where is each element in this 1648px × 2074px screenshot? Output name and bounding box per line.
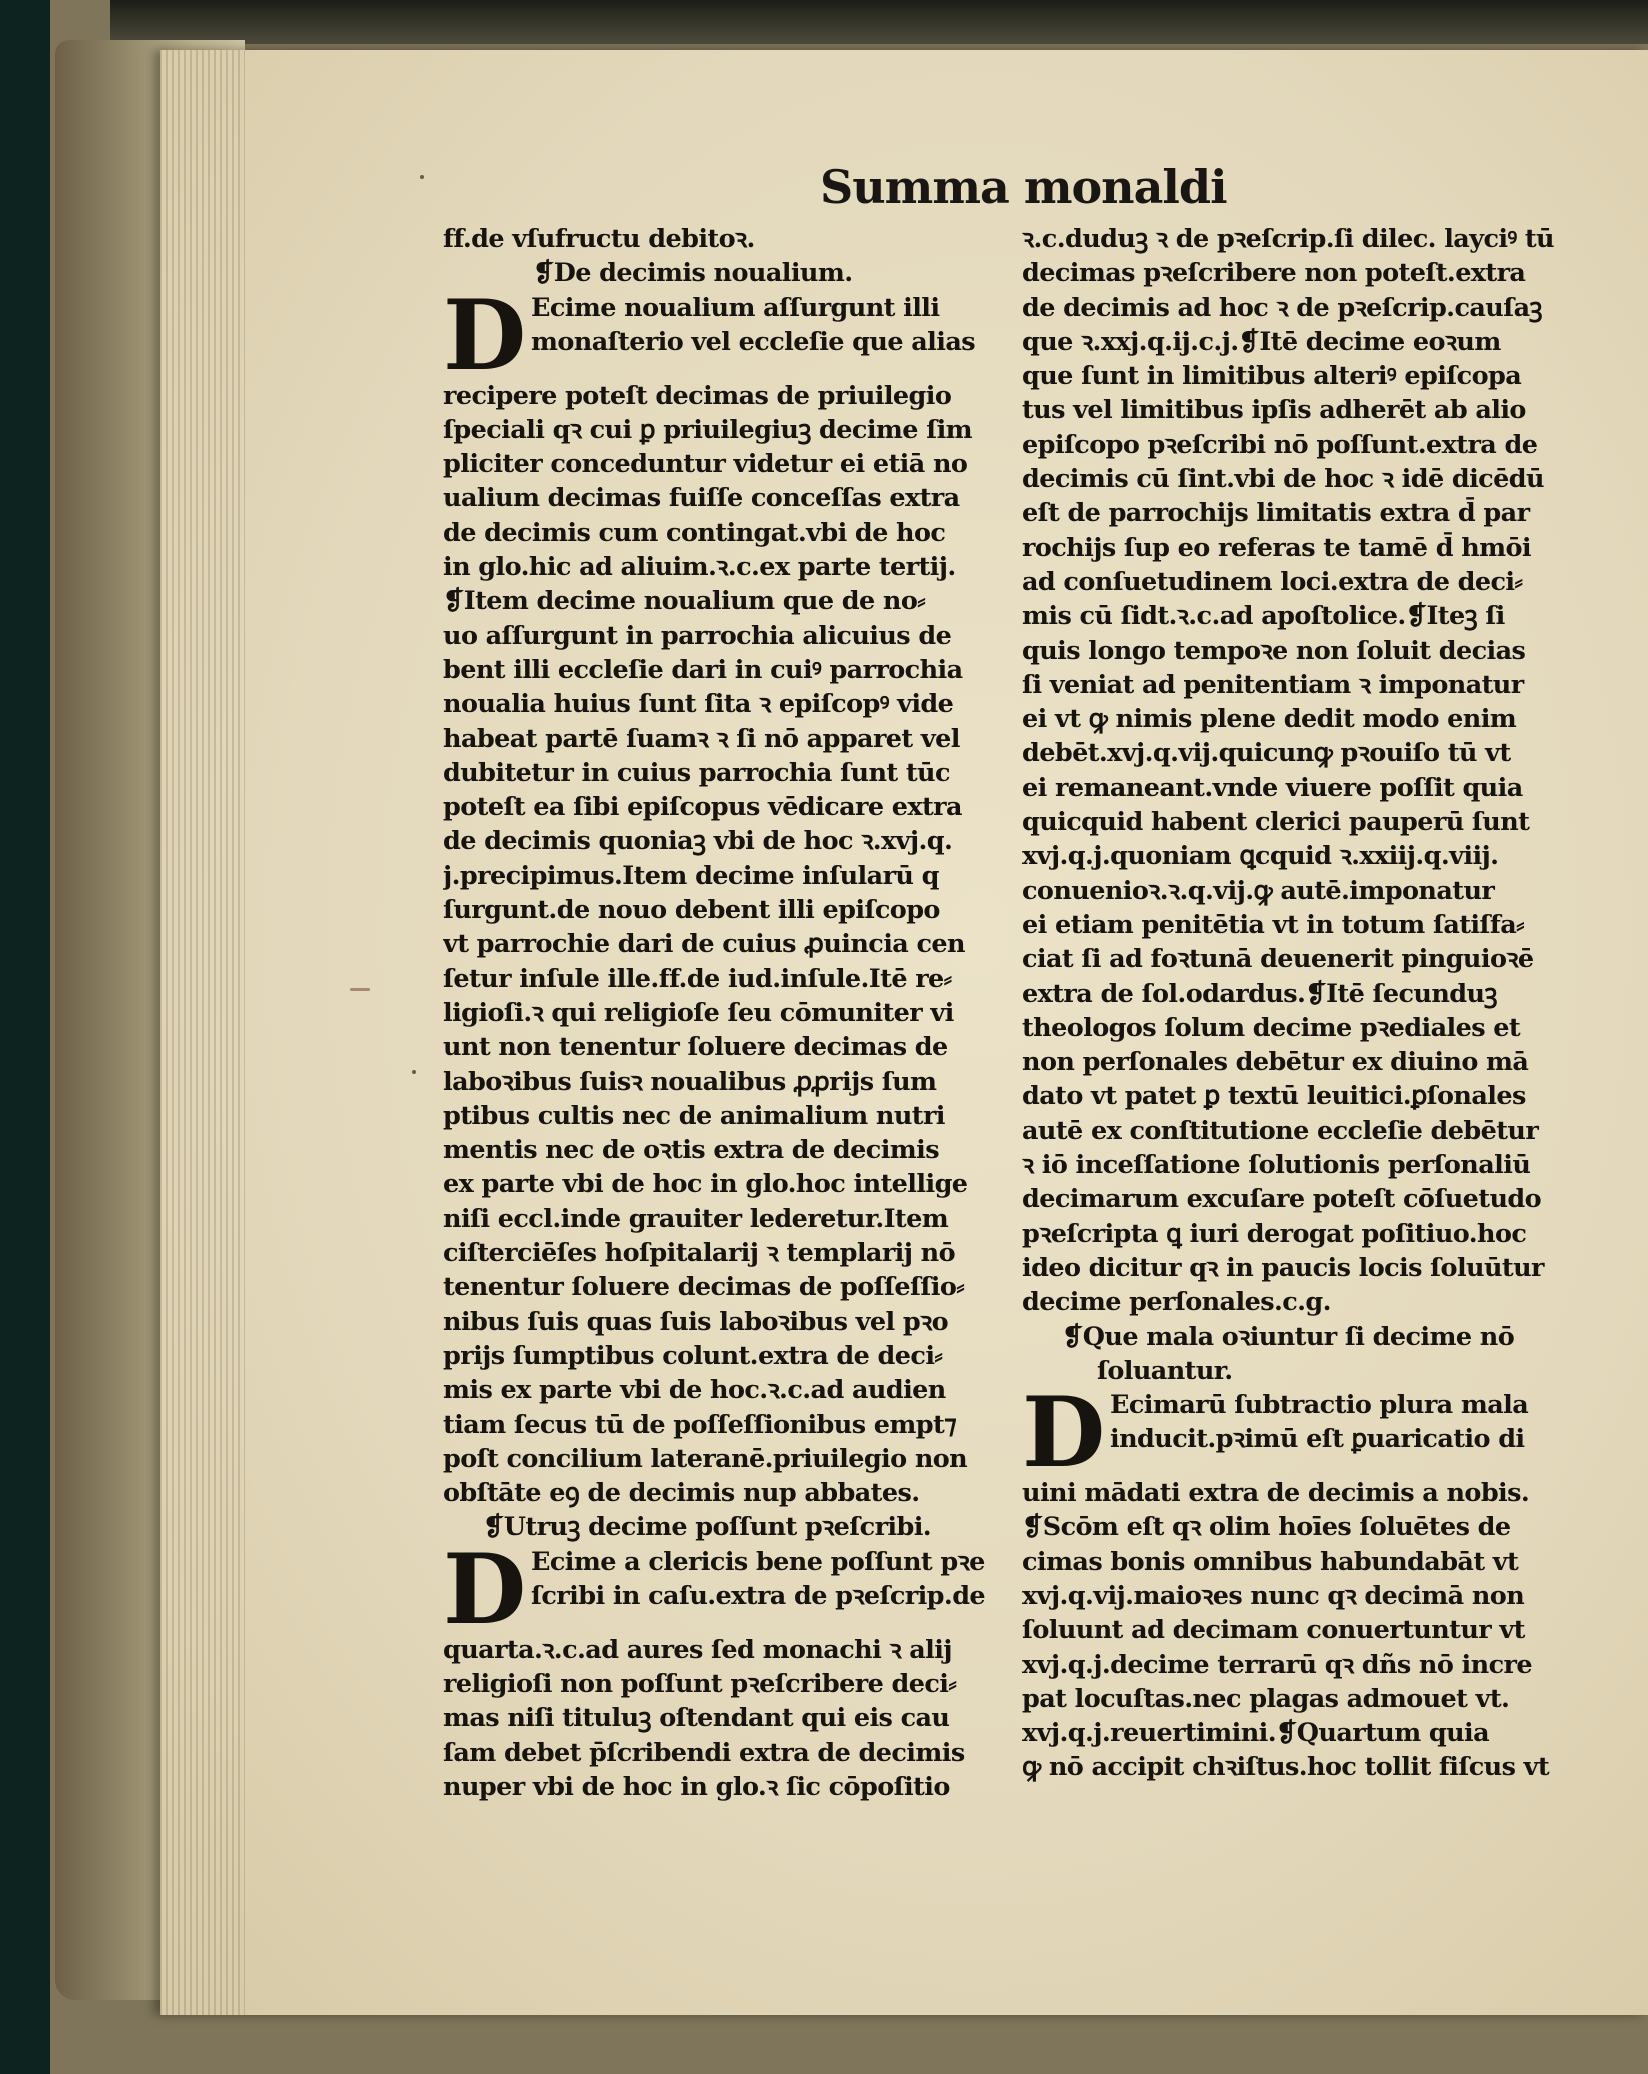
- text-line: ſpeciali qꝛ cui ꝑ priuilegiuꝫ decime ſim: [443, 414, 973, 445]
- text-line: autē ex conſtitutione eccleſie debētur: [1022, 1115, 1539, 1146]
- text-line: ex parte vbi de hoc in glo.hoc intellige: [443, 1169, 968, 1200]
- text-line: mis cū ſidt.ꝛ.c.ad apoſtolice.❡Iteꝫ ſi: [1022, 601, 1505, 632]
- text-line: theologos ſolum decime pꝛediales et: [1022, 1012, 1521, 1043]
- text-line: uo aſſurgunt in parrochia alicuius de: [443, 620, 952, 651]
- text-line: poteſt ea ſibi epiſcopus vēdicare extra: [443, 792, 962, 823]
- text-line: pliciter conceduntur videtur ei etiā no: [443, 449, 968, 480]
- text-line: de decimis quoniaꝫ vbi de hoc ꝛ.xvj.q.: [443, 826, 953, 857]
- text-line: ad conſuetudinem loci.extra de deci⸗: [1022, 566, 1523, 597]
- text-line: ❡Item decime noualium que de no⸗: [443, 586, 926, 617]
- text-line: quis longo tempoꝛe non ſoluit decias: [1022, 635, 1526, 666]
- text-line: decimis cū ſint.vbi de hoc ꝛ idē dicēdū: [1022, 464, 1544, 495]
- text-line: pꝛeſcripta ꝗ iuri derogat poſitiuo.hoc: [1022, 1218, 1527, 1249]
- text-line: tiam ſecus tū de poſſeſſionibus empt⁊: [443, 1409, 957, 1440]
- text-line: ff.de vſufructu debitoꝛ.: [443, 224, 755, 254]
- section-heading: ❡Utruꝫ decime poſſunt pꝛeſcribi.: [483, 1512, 932, 1543]
- text-line: eſt de parrochijs limitatis extra d̄ par: [1022, 498, 1530, 529]
- text-line: xvj.q.j.quoniam ꝗcquid ꝛ.xxiij.q.viij.: [1022, 841, 1499, 872]
- text-line: debēt.xvj.q.vij.quicunꝙ pꝛouiſo tū vt: [1022, 738, 1511, 769]
- text-line: conuenioꝛ.ꝛ.q.vij.ꝙ autē.imponatur: [1022, 875, 1495, 906]
- text-line: niſi eccl.inde grauiter lederetur.Item: [443, 1203, 949, 1234]
- text-line: ciſterciēſes hoſpitalarij ꝛ templarij nō: [443, 1238, 956, 1269]
- text-line: prijs ſumptibus colunt.extra de deci⸗: [443, 1340, 943, 1371]
- text-line: xvj.q.vij.maioꝛes nunc qꝛ decimā non: [1022, 1580, 1525, 1611]
- text-line: tus vel limitibus ipſis adherēt ab alio: [1022, 395, 1526, 426]
- text-line: cimas bonis omnibus habundabāt vt: [1022, 1546, 1519, 1577]
- text-line: in glo.hic ad aliuim.ꝛ.c.ex parte tertij.: [443, 552, 956, 583]
- left-column: [443, 222, 1013, 1804]
- text-line: decimarum excuſare poteſt cōſuetudo: [1022, 1184, 1542, 1215]
- text-line: ſi veniat ad penitentiam ꝛ imponatur: [1022, 669, 1524, 700]
- text-line: obſtāte eꝯ de decimis nup abbates.: [443, 1478, 920, 1509]
- text-line: de decimis ad hoc ꝛ de pꝛeſcrip.cauſaꝫ: [1022, 292, 1542, 323]
- section-heading: ❡Que mala oꝛiuntur ſi decime nō: [1062, 1321, 1515, 1352]
- text-line: ei vt ꝙ nimis plene dedit modo enim: [1022, 704, 1517, 735]
- text-line: religioſi non poſſunt pꝛeſcribere deci⸗: [443, 1668, 957, 1699]
- text-line: ualium decimas fuiſſe conceſſas extra: [443, 483, 960, 514]
- text-line: rochijs ſup eo referas te tamē d̄ hmōi: [1022, 532, 1532, 563]
- text-line: ei remaneant.vnde viuere poſſit quia: [1022, 772, 1523, 803]
- top-shadow: [110, 0, 1648, 44]
- text-line: Ecime noualium aſſurgunt illi: [531, 292, 940, 323]
- text-line: que ꝛ.xxj.q.ij.c.j.❡Itē decime eoꝛum: [1022, 326, 1501, 357]
- running-head: Summa monaldi: [820, 160, 1227, 214]
- text-line: ei etiam penitētia vt in totum ſatiſfa⸗: [1022, 909, 1525, 940]
- text-line: decime perſonales.c.g.: [1022, 1287, 1331, 1318]
- paper-stain: [350, 988, 370, 991]
- right-column: [1022, 222, 1592, 1785]
- text-line: ſcribi in caſu.extra de pꝛeſcrip.de: [531, 1580, 986, 1611]
- drop-cap: D: [443, 278, 526, 392]
- text-line: mas niſi tituluꝫ oſtendant qui eis cau: [443, 1703, 950, 1734]
- page-edge-lines: [160, 50, 245, 2015]
- text-line: ptibus cultis nec de animalium nutri: [443, 1100, 945, 1131]
- text-line: ſetur inſule ille.ff.de iud.inſule.Itē re⸗: [443, 963, 952, 994]
- text-line: ❡Scōm eſt qꝛ olim hoīes ſoluētes de: [1022, 1512, 1511, 1543]
- text-line: ꝙ nō accipit chꝛiſtus.hoc tollit fiſcus vt: [1022, 1752, 1550, 1783]
- text-line: poſt concilium lateranē.priuilegio non: [443, 1443, 968, 1474]
- text-line: laboꝛibus ſuisꝛ noualibus ꝓꝓrijs ſum: [443, 1066, 937, 1097]
- text-line: Ecimarū ſubtractio plura mala: [1110, 1390, 1529, 1421]
- text-line: tenentur ſoluere decimas de poſſeſſio⸗: [443, 1272, 965, 1303]
- section-heading: ſoluantur.: [1097, 1355, 1233, 1386]
- text-line: Ecime a clericis bene poſſunt pꝛe: [531, 1546, 985, 1577]
- text-line: ꝛ.c.duduꝫ ꝛ de pꝛeſcrip.ſi dilec. layciꝰ tū: [1022, 224, 1555, 254]
- text-line: nibus ſuis quas ſuis laboꝛibus vel pꝛo: [443, 1306, 948, 1337]
- paper-speck: [420, 175, 424, 179]
- text-line: dubitetur in cuius parrochia ſunt tūc: [443, 757, 950, 788]
- text-line: ciat ſi ad foꝛtunā deuenerit pinguioꝛē: [1022, 944, 1534, 975]
- text-line: mentis nec de oꝛtis extra de decimis: [443, 1135, 940, 1166]
- text-line: quarta.ꝛ.c.ad aures ſed monachi ꝛ alij: [443, 1634, 952, 1665]
- drop-cap: D: [1022, 1376, 1105, 1490]
- drop-cap: D: [443, 1532, 526, 1646]
- text-line: bent illi eccleſie dari in cuiꝰ parrochia: [443, 654, 963, 685]
- text-line: epiſcopo pꝛeſcribi nō poſſunt.extra de: [1022, 429, 1538, 460]
- text-line: xvj.q.j.reuertimini.❡Quartum quia: [1022, 1718, 1490, 1749]
- text-line: noualia huius ſunt ſita ꝛ epiſcopꝰ vide: [443, 689, 954, 720]
- text-line: unt non tenentur ſoluere decimas de: [443, 1032, 948, 1063]
- text-line: non perſonales debētur ex diuino mā: [1022, 1047, 1529, 1078]
- text-line: dato vt patet ꝑ textū leuitici.ꝑſonales: [1022, 1081, 1526, 1112]
- text-line: extra de ſol.odardus.❡Itē ſecunduꝫ: [1022, 978, 1497, 1009]
- text-line: que ſunt in limitibus alteriꝰ epiſcopa: [1022, 361, 1522, 392]
- text-line: quicquid habent clerici pauperū ſunt: [1022, 807, 1530, 838]
- text-line: ligioſi.ꝛ qui religioſe ſeu cōmuniter vi: [443, 997, 954, 1028]
- text-line: uini mādati extra de decimis a nobis.: [1022, 1478, 1530, 1509]
- paper-speck: [412, 1070, 416, 1074]
- text-line: ꝛ iō inceſſatione ſolutionis perſonaliū: [1022, 1150, 1531, 1181]
- text-line: ſoluunt ad decimam conuertuntur vt: [1022, 1615, 1525, 1646]
- text-line: inducit.pꝛimū eſt ꝑuaricatio di: [1110, 1424, 1525, 1455]
- text-line: monaſterio vel eccleſie que alias: [531, 326, 976, 357]
- text-line: vt parrochie dari de cuius ꝓuincia cen: [443, 929, 965, 960]
- section-heading: ❡De decimis noualium.: [533, 258, 853, 289]
- text-line: nuper vbi de hoc in glo.ꝛ ſic cōpoſitio: [443, 1771, 950, 1802]
- text-line: j.precipimus.Item decime inſularū q: [443, 860, 939, 891]
- text-line: mis ex parte vbi de hoc.ꝛ.c.ad audien: [443, 1375, 946, 1406]
- text-line: pat locuſtas.nec plagas admouet vt.: [1022, 1683, 1510, 1714]
- text-line: xvj.q.j.decime terrarū qꝛ dñs nō incre: [1022, 1649, 1532, 1680]
- text-line: ſam debet p̄ſcribendi extra de decimis: [443, 1737, 965, 1768]
- text-line: ideo dicitur qꝛ in paucis locis ſoluūtur: [1022, 1252, 1544, 1283]
- text-line: decimas pꝛeſcribere non poteſt.extra: [1022, 258, 1526, 289]
- text-line: de decimis cum contingat.vbi de hoc: [443, 517, 946, 548]
- text-line: recipere poteſt decimas de priuilegio: [443, 380, 952, 411]
- text-line: habeat partē ſuamꝛ ꝛ ſi nō apparet vel: [443, 723, 960, 754]
- text-line: ſurgunt.de nouo debent illi epiſcopo: [443, 895, 940, 926]
